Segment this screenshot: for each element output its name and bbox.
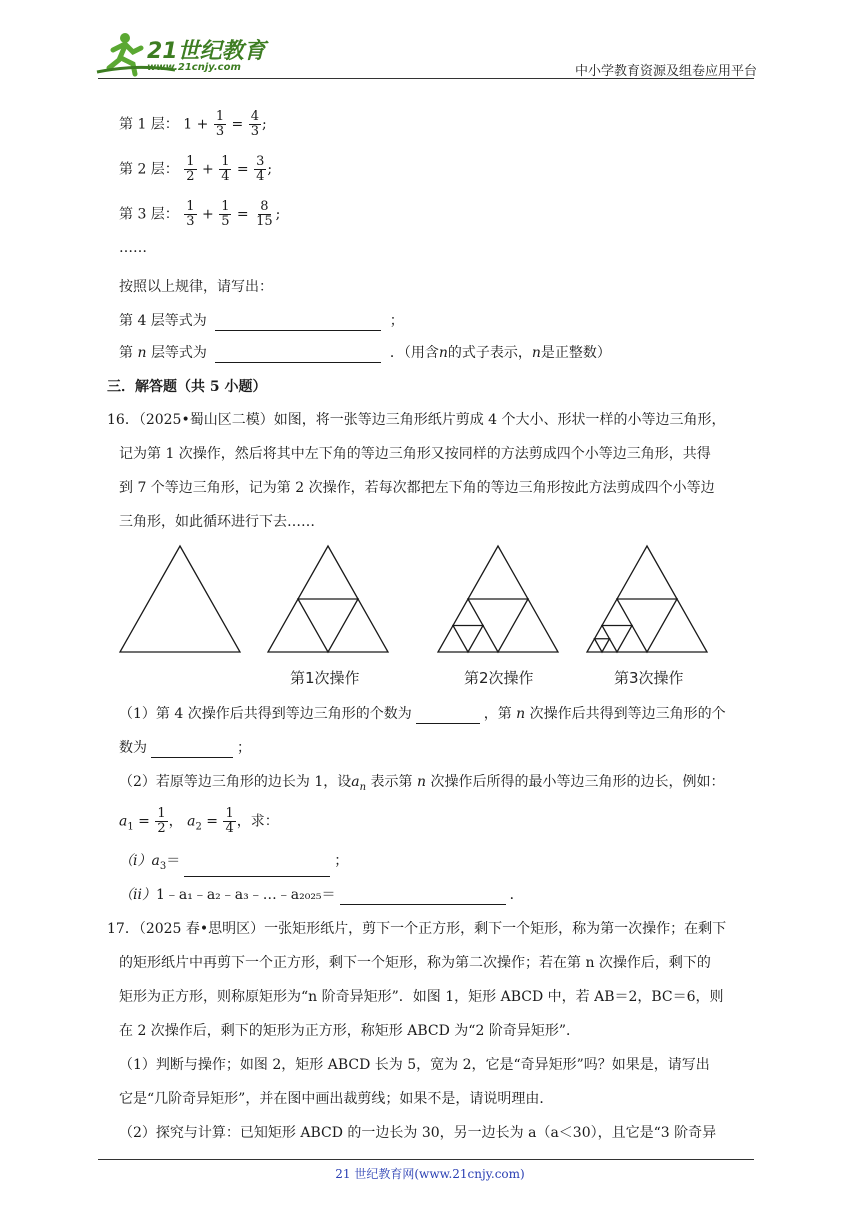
label: （ii）	[119, 887, 156, 903]
denominator: 2	[157, 821, 166, 836]
fraction	[254, 155, 266, 184]
footer-link[interactable]: 21 世纪教育网(www.21cnjy.com)	[335, 1167, 525, 1181]
subscript: n	[359, 781, 367, 793]
ask-text: 第 4 层等式为	[119, 313, 207, 329]
caption-op1: 第1次操作	[290, 669, 360, 687]
platform-name: 中小学教育资源及组卷应用平台	[574, 64, 757, 79]
numerator: 1	[186, 154, 195, 169]
layer-label: 第 1 层：	[119, 116, 179, 133]
text: 次操作后所得的最小等边三角形的边长，例如：	[430, 774, 725, 790]
numerator: 1	[157, 806, 166, 821]
q16-part2-line1	[119, 772, 724, 798]
text: （2）若原等边三角形的边长为 1，设	[119, 774, 352, 790]
answer-blank[interactable]	[151, 741, 233, 758]
caption-op3: 第3次操作	[614, 669, 684, 687]
denominator: 4	[221, 169, 230, 184]
denominator: 2	[186, 169, 195, 184]
logo-url: www.21cnjy.com	[147, 62, 241, 73]
q16-sub-ii	[119, 885, 524, 905]
fraction	[155, 807, 167, 836]
triangle-op3	[587, 546, 707, 652]
var: n	[531, 345, 541, 361]
q15-layer-1: 第 1 层： 1 + $\frac{1}{3}$ = $\frac{4}{3}$ ;	[119, 109, 267, 139]
numerator: 4	[250, 109, 260, 124]
q16-line-2: 记为第 1 次操作，然后将其中左下角的等边三角形又按同样的方法剪成四个小等边三角形，共得	[119, 446, 711, 462]
layer-label: 第 3 层：	[119, 206, 179, 223]
q17-line-1: 17．（2025 春•思明区）一张矩形纸片，剪下一个正方形，剩下一个矩形，称为第一次操作；在剩下	[107, 921, 727, 937]
text: ；	[237, 740, 251, 756]
fraction	[249, 110, 261, 139]
label: （i）	[119, 853, 152, 869]
fraction	[184, 155, 196, 184]
text: ，求：	[236, 813, 279, 830]
q15-layer-2: 第 2 层： $\frac{1}{2}$ + $\frac{1}{4}$ = $\frac{3}{4}$ ;	[119, 154, 273, 184]
denominator: 15	[256, 214, 273, 229]
text: ；	[334, 853, 349, 869]
answer-blank[interactable]	[416, 707, 480, 724]
q16-line-1: 16．（2025•蜀山区二模）如图，将一张等边三角形纸片剪成 4 个大小、形状一样的小等边三角形，	[107, 412, 726, 428]
denominator: 3	[186, 214, 195, 229]
q17-line-3: 矩形为正方形，则称原矩形为“n 阶奇异矩形”．如图 1，矩形 ABCD 中，若 AB＝2，BC＝6，则	[119, 989, 724, 1005]
numerator: 1	[186, 199, 195, 214]
numerator: 3	[256, 154, 265, 169]
text: ，第	[483, 706, 512, 722]
fraction	[223, 807, 235, 836]
term: 1	[183, 116, 193, 133]
q15-ask-4	[119, 311, 404, 331]
punct: ；	[389, 313, 404, 329]
numerator: 1	[225, 806, 234, 821]
section-title: 三．解答题（共 5 小题）	[107, 379, 267, 395]
answer-blank[interactable]	[215, 314, 381, 331]
ask-text: 第	[119, 345, 133, 361]
q17-part2-line1: （2）探究与计算：已知矩形 ABCD 的一边长为 30，另一边长为 a（a＜30），且它是“3 阶奇异	[119, 1125, 717, 1141]
denominator: 3	[250, 124, 260, 139]
var: a	[351, 774, 360, 790]
q15-layer-3: 第 3 层： $\frac{1}{3}$ + $\frac{1}{5}$ = $\frac{8}{15}$ ;	[119, 199, 281, 229]
answer-blank[interactable]	[215, 346, 381, 363]
caption-op2: 第2次操作	[464, 669, 534, 687]
numerator: 1	[215, 109, 225, 124]
var: n	[416, 774, 427, 790]
fraction	[214, 110, 226, 139]
subscript: 2	[195, 821, 202, 833]
triangle-figure	[110, 540, 720, 660]
subscript: 1	[127, 821, 134, 833]
expression: 1﹣a₁﹣a₂﹣a₃﹣…﹣a₂₀₂₅＝	[155, 887, 336, 903]
q17-part1-line2: 它是“几阶奇异矩形”，并在图中画出裁剪线；如果不是，请说明理由．	[119, 1091, 554, 1107]
text: ．	[509, 887, 524, 903]
note: 的式子表示，	[447, 345, 532, 361]
numerator: 1	[221, 199, 230, 214]
q16-line-3: 到 7 个等边三角形，记为第 2 次操作，若每次都把左下角的等边三角形按此方法剪成四个小等边	[119, 480, 715, 496]
triangle-original	[120, 546, 240, 652]
q17-line-2: 的矩形纸片中再剪下一个正方形，剩下一个矩形，称为第二次操作；若在第 n 次操作后，剩下的	[119, 955, 711, 971]
denominator: 3	[215, 124, 225, 139]
q16-part1-line2	[119, 738, 251, 758]
var: a	[119, 813, 128, 830]
header-divider	[98, 78, 754, 79]
subscript: 3	[159, 860, 167, 872]
var: n	[438, 345, 448, 361]
layer-label: 第 2 层：	[119, 161, 179, 178]
footer-divider	[98, 1159, 754, 1160]
answer-blank[interactable]	[340, 888, 506, 905]
text: （1）第 4 次操作后共得到等边三角形的个数为	[119, 706, 412, 722]
instruction: 按照以上规律，请写出：	[119, 279, 273, 295]
q17-part1-line1: （1）判断与操作；如图 2，矩形 ABCD 长为 5，宽为 2，它是“奇异矩形”吗？如果是，请写出	[119, 1057, 710, 1073]
ask-text: 层等式为	[150, 345, 207, 361]
q16-sub-i	[119, 851, 348, 877]
text: 数为	[119, 740, 147, 756]
logo-text: 21世纪教育	[147, 39, 266, 64]
triangle-op2	[438, 546, 558, 652]
numerator: 8	[260, 199, 269, 214]
q16-part1-line1	[119, 704, 726, 724]
denominator: 5	[221, 214, 230, 229]
fraction	[184, 200, 196, 229]
text: ＝	[166, 853, 181, 869]
fraction	[254, 200, 275, 229]
ellipsis: ……	[119, 240, 147, 256]
var: a	[151, 853, 160, 869]
q16-example: $a_1$ = $\frac{1}{2}$ ， $a_2$ = $\frac{1}{4}$ ，求：	[119, 806, 279, 836]
q15-ask-n	[119, 343, 611, 363]
denominator: 4	[256, 169, 265, 184]
triangle-op1	[268, 546, 388, 652]
var: n	[516, 706, 526, 722]
q17-line-4: 在 2 次操作后，剩下的矩形为正方形，称矩形 ABCD 为“2 阶奇异矩形”．	[119, 1023, 580, 1039]
text: 次操作后共得到等边三角形的个	[529, 706, 726, 722]
fraction	[219, 200, 231, 229]
var: a	[187, 813, 196, 830]
denominator: 4	[225, 821, 234, 836]
fraction	[219, 155, 231, 184]
text: 表示第	[370, 774, 413, 790]
q16-line-4: 三角形，如此循环进行下去……	[119, 514, 315, 530]
numerator: 1	[221, 154, 230, 169]
answer-blank[interactable]	[184, 860, 330, 877]
note: 是正整数）	[540, 345, 611, 361]
logo	[95, 28, 265, 78]
var: n	[137, 345, 147, 361]
note: ．（用含	[389, 345, 439, 361]
